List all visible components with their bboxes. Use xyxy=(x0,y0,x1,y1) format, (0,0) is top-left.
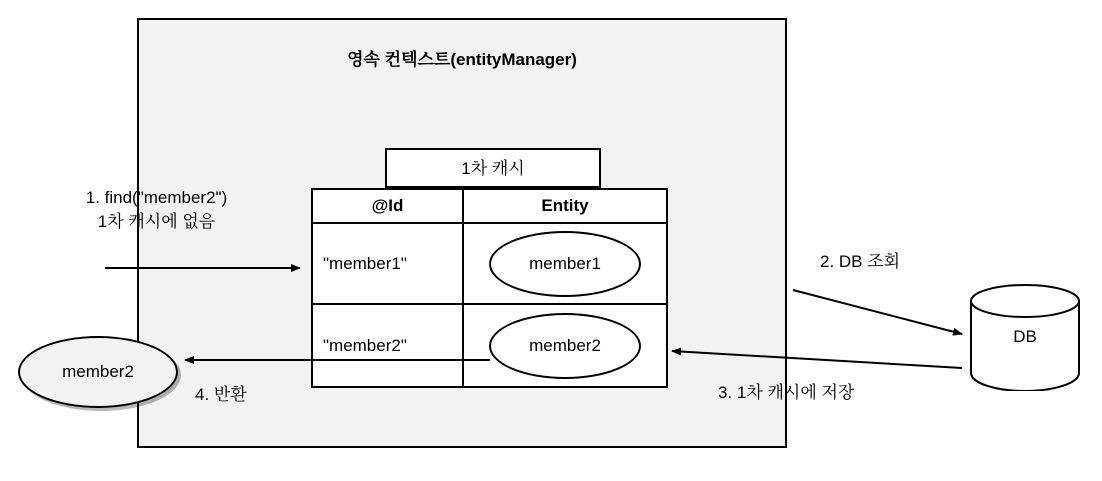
table-row xyxy=(313,305,666,386)
step-1-subtext: 1차 캐시에 없음 xyxy=(97,212,216,231)
arrow-db-query xyxy=(793,290,962,334)
entity-ellipse-member1: member1 xyxy=(489,231,641,297)
column-header-entity: Entity xyxy=(541,196,589,215)
step-1-label xyxy=(44,186,269,234)
cell-id-member1: "member1" xyxy=(313,224,464,303)
step-1-text: 1. find("member2") xyxy=(85,188,228,207)
first-level-cache-table xyxy=(311,188,668,388)
step-2-label: 2. DB 조회 xyxy=(820,252,901,271)
table-header-row xyxy=(313,190,666,224)
column-header-id: @Id xyxy=(313,190,464,222)
cell-entity-member1 xyxy=(464,224,666,303)
step-3-label: 3. 1차 캐시에 저장 xyxy=(718,383,855,402)
database-label: DB xyxy=(1013,327,1037,346)
entity-ellipse-member2: member2 xyxy=(489,313,641,379)
cell-id-member2: "member2" xyxy=(313,305,464,386)
first-level-cache-label: 1차 캐시 xyxy=(461,159,525,178)
cell-entity-member2 xyxy=(464,305,666,386)
returned-entity-ellipse: member2 xyxy=(18,336,178,408)
persistence-context-title: 영속 컨텍스트(entityManager) xyxy=(347,50,577,69)
table-row xyxy=(313,224,666,305)
step-4-label: 4. 반환 xyxy=(195,385,247,404)
